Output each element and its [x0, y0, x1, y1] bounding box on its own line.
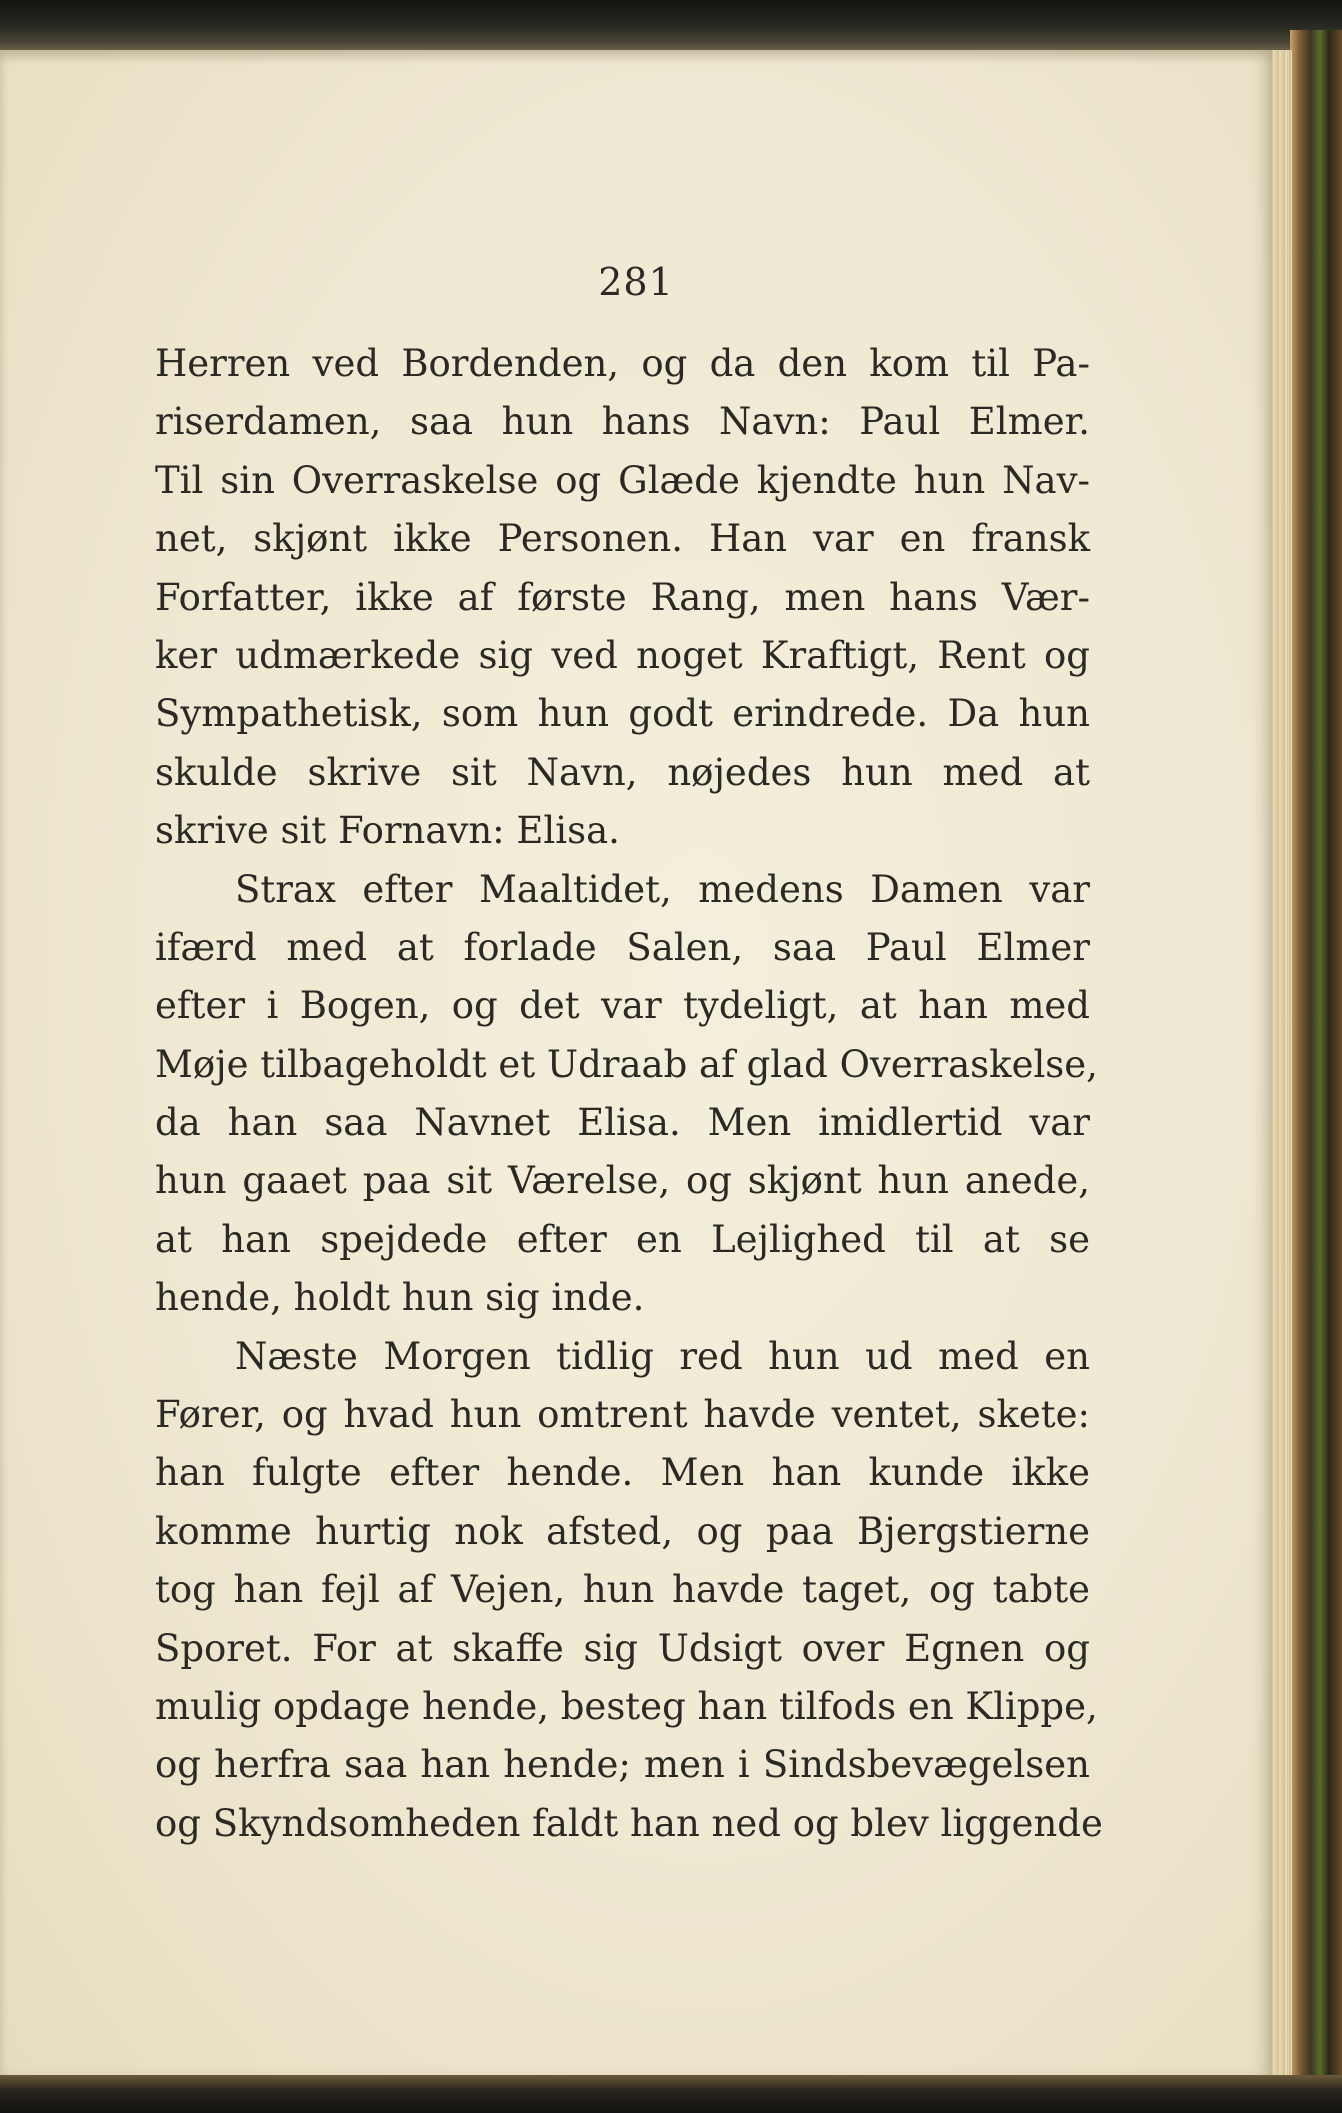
- text-line: Møje tilbageholdt et Udraab af glad Overraskelse,: [155, 1042, 1098, 1086]
- text-line: Forfatter, ikke af første Rang, men hans Vær-: [155, 575, 1090, 619]
- page-number: 281: [598, 260, 674, 304]
- text-line: Til sin Overraskelse og Glæde kjendte hun Nav-: [155, 458, 1090, 502]
- book-bottom-edge: [0, 2075, 1342, 2113]
- text-line: ifærd med at forlade Salen, saa Paul Elmer: [155, 925, 1090, 969]
- book-page: [0, 50, 1272, 2080]
- book-binding: [1290, 30, 1342, 2090]
- paragraph-start-line: Strax efter Maaltidet, medens Damen var: [235, 867, 1090, 911]
- text-line: net, skjønt ikke Personen. Han var en fransk: [155, 517, 1090, 561]
- paragraph-start-line: Næste Morgen tidlig red hun ud med en: [235, 1334, 1090, 1378]
- text-line: at han spejdede efter en Lejlighed til at se: [155, 1217, 1090, 1261]
- body-text: [155, 335, 1103, 1853]
- text-line: ker udmærkede sig ved noget Kraftigt, Rent og: [155, 633, 1090, 677]
- text-line: han fulgte efter hende. Men han kunde ikke: [155, 1451, 1090, 1495]
- paragraph-end-line: hende, holdt hun sig inde.: [155, 1276, 645, 1320]
- page-edge-stack: [1270, 50, 1292, 2080]
- text-line: riserdamen, saa hun hans Navn: Paul Elmer.: [155, 400, 1090, 444]
- text-line: og Skyndsomheden faldt han ned og blev liggende: [155, 1801, 1103, 1845]
- text-line: Fører, og hvad hun omtrent havde ventet, skete:: [155, 1393, 1090, 1437]
- text-line: komme hurtig nok afsted, og paa Bjergstierne: [155, 1509, 1090, 1553]
- text-line: skulde skrive sit Navn, nøjedes hun med at: [155, 750, 1090, 794]
- text-line: da han saa Navnet Elisa. Men imidlertid var: [155, 1101, 1090, 1145]
- text-line: Herren ved Bordenden, og da den kom til Pa-: [155, 342, 1090, 385]
- text-line: hun gaaet paa sit Værelse, og skjønt hun anede,: [155, 1159, 1090, 1203]
- text-line: Sporet. For at skaffe sig Udsigt over Egnen og: [155, 1626, 1090, 1670]
- text-line: efter i Bogen, og det var tydeligt, at han med: [155, 984, 1090, 1028]
- text-line: og herfra saa han hende; men i Sindsbevægelsen: [155, 1743, 1090, 1787]
- text-line: mulig opdage hende, besteg han tilfods en Klippe,: [155, 1684, 1098, 1728]
- text-line: tog han fejl af Vejen, hun havde taget, og tabte: [155, 1568, 1090, 1612]
- text-line: Sympathetisk, som hun godt erindrede. Da hun: [155, 692, 1090, 736]
- paragraph-end-line: skrive sit Fornavn: Elisa.: [155, 809, 620, 853]
